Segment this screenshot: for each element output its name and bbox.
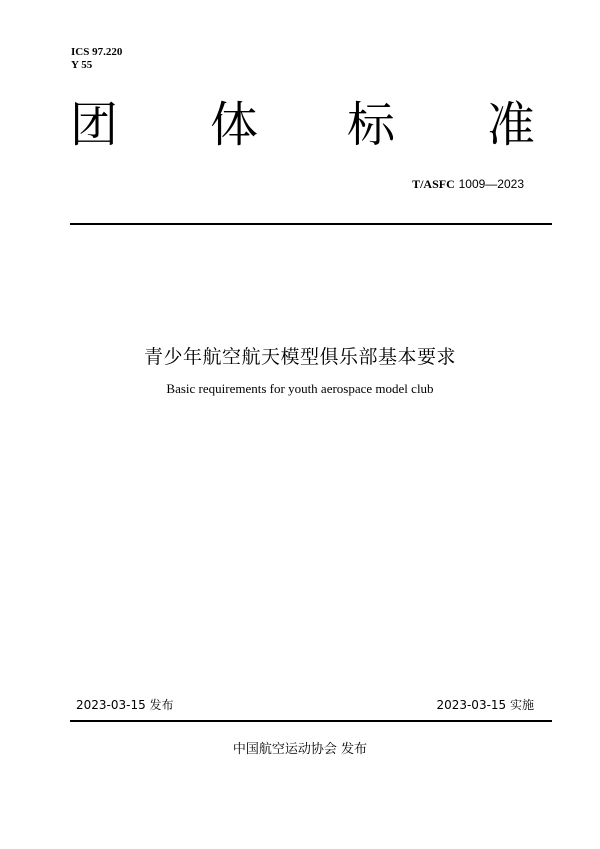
standard-code: 1009—2023 xyxy=(458,177,524,191)
publisher: 中国航空运动协会 发布 xyxy=(232,742,368,757)
english-title: Basic requirements for youth aerospace model club xyxy=(166,381,434,396)
doc-type-char-3: 标 xyxy=(347,97,396,153)
standard-prefix: T/ASFC xyxy=(412,177,455,191)
standard-number xyxy=(412,176,524,192)
header-divider xyxy=(70,223,552,225)
publish-date: 2023-03-15 发布 xyxy=(76,698,174,712)
implement-date: 2023-03-15 实施 xyxy=(436,698,534,712)
chinese-title: 青少年航空航天模型俱乐部基本要求 xyxy=(143,346,456,368)
doc-type-char-4: 准 xyxy=(487,97,536,153)
ics-code: ICS 97.220 xyxy=(71,46,123,58)
doc-type-char-1: 团 xyxy=(70,97,119,153)
doc-type-char-2: 体 xyxy=(210,97,259,153)
ccs-code: Y 55 xyxy=(71,59,93,71)
footer-divider xyxy=(70,720,552,722)
